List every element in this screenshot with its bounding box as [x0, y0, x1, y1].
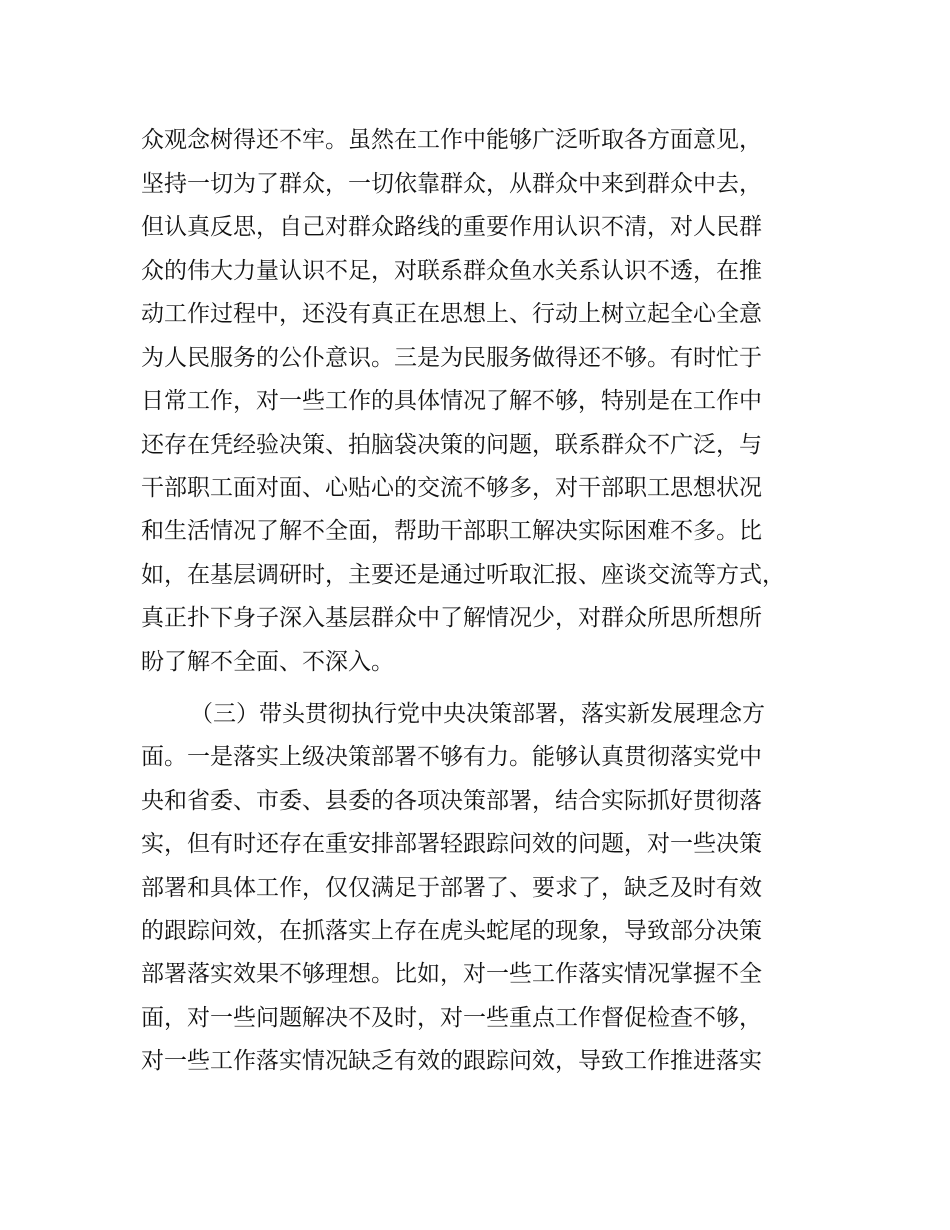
section-heading-line: （三）带头贯彻执行党中央决策部署，落实新发展理念方 [190, 701, 765, 727]
text-line: 但认真反思，自己对群众路线的重要作用认识不清，对人民群 [141, 214, 762, 240]
text-line: 部署和具体工作，仅仅满足于部署了、要求了，缺乏及时有效 [141, 875, 762, 901]
text-line: 众观念树得还不牢。虽然在工作中能够广泛听取各方面意见， [141, 127, 762, 153]
text-line: 对一些工作落实情况缺乏有效的跟踪问效，导致工作推进落实 [141, 1048, 762, 1074]
text-line: 坚持一切为了群众，一切依靠群众，从群众中来到群众中去， [141, 171, 762, 197]
text-line: 面。一是落实上级决策部署不够有力。能够认真贯彻落实党中 [141, 744, 762, 770]
text-line: 如，在基层调研时，主要还是通过听取汇报、座谈交流等方式， [141, 562, 785, 588]
text-line: 还存在凭经验决策、拍脑袋决策的问题，联系群众不广泛，与 [141, 432, 762, 458]
text-line: 的跟踪问效，在抓落实上存在虎头蛇尾的现象，导致部分决策 [141, 918, 762, 944]
text-line: 真正扑下身子深入基层群众中了解情况少，对群众所思所想所 [141, 605, 762, 631]
text-line: 为人民服务的公仆意识。三是为民服务做得还不够。有时忙于 [141, 345, 762, 371]
text-line: 和生活情况了解不全面，帮助干部职工解决实际困难不多。比 [141, 518, 762, 544]
text-line: 面，对一些问题解决不及时，对一些重点工作督促检查不够， [141, 1005, 762, 1031]
text-line: 实，但有时还存在重安排部署轻跟踪问效的问题，对一些决策 [141, 831, 762, 857]
text-line: 日常工作，对一些工作的具体情况了解不够，特别是在工作中 [141, 388, 762, 414]
text-line: 盼了解不全面、不深入。 [141, 649, 394, 675]
text-line: 部署落实效果不够理想。比如，对一些工作落实情况掌握不全 [141, 961, 762, 987]
text-line: 干部职工面对面、心贴心的交流不够多，对干部职工思想状况 [141, 475, 762, 501]
text-line: 央和省委、市委、县委的各项决策部署，结合实际抓好贯彻落 [141, 788, 762, 814]
text-line: 动工作过程中，还没有真正在思想上、行动上树立起全心全意 [141, 301, 762, 327]
text-line: 众的伟大力量认识不足，对联系群众鱼水关系认识不透，在推 [141, 258, 762, 284]
